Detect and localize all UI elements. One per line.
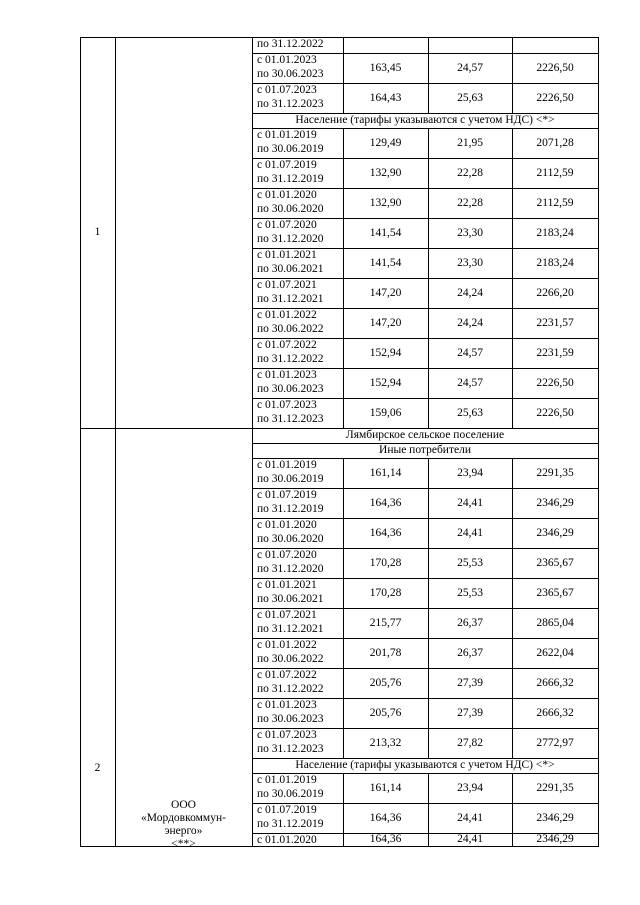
table-vline bbox=[343, 578, 344, 609]
tariff-value-3: 2226,50 bbox=[536, 406, 574, 419]
tariff-value-3: 2346,29 bbox=[536, 811, 574, 824]
tariff-value-3: 2231,57 bbox=[536, 316, 574, 329]
table-vline bbox=[428, 278, 429, 309]
table-vline bbox=[343, 278, 344, 309]
table-vline bbox=[428, 338, 429, 369]
table-vline bbox=[428, 368, 429, 399]
tariff-value-3: 2071,28 bbox=[536, 136, 574, 149]
tariff-value-3: 2226,50 bbox=[536, 61, 574, 74]
period-from: с 01.01.2019 bbox=[257, 459, 317, 471]
table-vline bbox=[428, 158, 429, 189]
tariff-value-2: 24,41 bbox=[457, 526, 483, 539]
period-from: с 01.01.2022 bbox=[257, 639, 317, 651]
table-vline bbox=[512, 53, 513, 84]
period-to: по 31.12.2021 bbox=[257, 293, 324, 305]
tariff-value-1: 215,77 bbox=[369, 616, 402, 629]
tariff-value-2: 23,94 bbox=[457, 466, 483, 479]
organization-name: ООО bbox=[171, 799, 196, 811]
table-vline bbox=[512, 458, 513, 489]
table-vline bbox=[343, 548, 344, 579]
tariff-value-3: 2666,32 bbox=[536, 676, 574, 689]
table-vline bbox=[512, 518, 513, 549]
tariff-value-1: 147,20 bbox=[369, 286, 402, 299]
period-to: по 31.12.2019 bbox=[257, 503, 324, 515]
tariff-value-2: 23,30 bbox=[457, 226, 483, 239]
table-vline bbox=[428, 83, 429, 114]
tariff-value-2: 24,41 bbox=[457, 833, 483, 845]
tariff-value-3: 2231,59 bbox=[536, 346, 574, 359]
period-to: по 30.06.2023 bbox=[257, 383, 324, 395]
table-vline bbox=[428, 37, 429, 54]
table-vline bbox=[428, 548, 429, 579]
tariff-value-1: 170,28 bbox=[369, 556, 402, 569]
table-vline bbox=[343, 248, 344, 279]
period-from: с 01.01.2023 bbox=[257, 369, 317, 381]
tariff-value-2: 24,57 bbox=[457, 61, 483, 74]
organization-name: «Мордовкоммун- bbox=[141, 812, 226, 824]
period-to: по 31.12.2019 bbox=[257, 818, 324, 830]
period-from: с 01.07.2021 bbox=[257, 609, 317, 621]
tariff-value-3: 2226,50 bbox=[536, 91, 574, 104]
period-from: с 01.07.2019 bbox=[257, 489, 317, 501]
table-vline bbox=[80, 37, 81, 847]
period-to: по 30.06.2021 bbox=[257, 263, 324, 275]
table-vline bbox=[343, 218, 344, 249]
table-vline bbox=[115, 37, 116, 847]
tariff-value-1: 163,45 bbox=[369, 61, 402, 74]
table-vline bbox=[343, 488, 344, 519]
period-to: по 31.12.2020 bbox=[257, 233, 324, 245]
organization-name: энерго» bbox=[164, 825, 203, 837]
period-from: с 01.07.2022 bbox=[257, 669, 317, 681]
tariff-value-2: 25,53 bbox=[457, 586, 483, 599]
table-vline bbox=[512, 548, 513, 579]
tariff-value-2: 27,39 bbox=[457, 676, 483, 689]
table-vline bbox=[512, 773, 513, 804]
table-vline bbox=[512, 368, 513, 399]
table-vline bbox=[343, 37, 344, 54]
tariff-value-3: 2183,24 bbox=[536, 256, 574, 269]
table-vline bbox=[512, 488, 513, 519]
tariff-value-1: 201,78 bbox=[369, 646, 402, 659]
tariff-table bbox=[80, 37, 598, 854]
table-vline bbox=[428, 728, 429, 759]
tariff-value-1: 164,36 bbox=[369, 526, 402, 539]
table-vline bbox=[343, 698, 344, 729]
tariff-value-2: 23,30 bbox=[457, 256, 483, 269]
tariff-value-2: 23,94 bbox=[457, 781, 483, 794]
tariff-value-3: 2865,04 bbox=[536, 616, 574, 629]
table-vline bbox=[343, 803, 344, 834]
period-to: по 30.06.2019 bbox=[257, 143, 324, 155]
tariff-value-2: 22,28 bbox=[457, 196, 483, 209]
tariff-value-3: 2112,59 bbox=[536, 166, 574, 179]
section-header-settlement: Лямбирское сельское поселение bbox=[345, 429, 505, 441]
table-vline bbox=[512, 578, 513, 609]
tariff-value-2: 26,37 bbox=[457, 616, 483, 629]
period-to: по 30.06.2022 bbox=[257, 653, 324, 665]
table-vline bbox=[428, 608, 429, 639]
period-to: по 30.06.2019 bbox=[257, 788, 324, 800]
table-vline bbox=[428, 398, 429, 429]
period-from: с 01.01.2021 bbox=[257, 579, 317, 591]
period-from: с 01.07.2019 bbox=[257, 804, 317, 816]
section-header-population: Население (тарифы указываются с учетом НДС) <*> bbox=[295, 114, 555, 126]
table-vline bbox=[512, 728, 513, 759]
table-vline bbox=[512, 83, 513, 114]
table-vline bbox=[343, 308, 344, 339]
table-vline bbox=[343, 338, 344, 369]
period-from: с 01.07.2023 bbox=[257, 399, 317, 411]
table-vline bbox=[512, 668, 513, 699]
table-vline bbox=[343, 833, 344, 847]
table-vline bbox=[428, 833, 429, 847]
tariff-value-3: 2346,29 bbox=[536, 526, 574, 539]
period-from: с 01.01.2021 bbox=[257, 249, 317, 261]
tariff-value-3: 2666,32 bbox=[536, 706, 574, 719]
tariff-value-1: 141,54 bbox=[369, 226, 402, 239]
table-vline bbox=[512, 158, 513, 189]
table-vline bbox=[512, 608, 513, 639]
period-from: с 01.01.2020 bbox=[257, 519, 317, 531]
tariff-value-3: 2346,29 bbox=[536, 833, 574, 845]
tariff-value-3: 2346,29 bbox=[536, 496, 574, 509]
table-vline bbox=[428, 248, 429, 279]
table-vline bbox=[512, 278, 513, 309]
period-from: с 01.01.2023 bbox=[257, 54, 317, 66]
table-vline bbox=[512, 308, 513, 339]
period-from: с 01.07.2022 bbox=[257, 339, 317, 351]
table-vline bbox=[343, 398, 344, 429]
tariff-value-2: 27,39 bbox=[457, 706, 483, 719]
tariff-value-2: 25,63 bbox=[457, 91, 483, 104]
tariff-value-2: 24,24 bbox=[457, 316, 483, 329]
tariff-value-3: 2365,67 bbox=[536, 556, 574, 569]
tariff-value-1: 213,32 bbox=[369, 736, 402, 749]
row-number: 2 bbox=[94, 762, 101, 774]
period-from: с 01.01.2020 bbox=[257, 834, 317, 846]
period-to: по 31.12.2023 bbox=[257, 743, 324, 755]
table-vline bbox=[428, 218, 429, 249]
table-vline bbox=[428, 578, 429, 609]
period-from: с 01.07.2021 bbox=[257, 279, 317, 291]
tariff-value-1: 141,54 bbox=[369, 256, 402, 269]
tariff-value-2: 26,37 bbox=[457, 646, 483, 659]
tariff-value-2: 24,41 bbox=[457, 496, 483, 509]
table-vline bbox=[512, 128, 513, 159]
tariff-value-2: 24,57 bbox=[457, 376, 483, 389]
table-vline bbox=[598, 37, 599, 847]
table-vline bbox=[343, 773, 344, 804]
tariff-value-1: 132,90 bbox=[369, 166, 402, 179]
table-vline bbox=[512, 218, 513, 249]
period-to: по 31.12.2023 bbox=[257, 413, 324, 425]
table-vline bbox=[252, 37, 253, 847]
period-to: по 31.12.2022 bbox=[257, 353, 324, 365]
tariff-value-1: 164,36 bbox=[369, 833, 402, 845]
table-vline bbox=[343, 158, 344, 189]
table-vline bbox=[428, 53, 429, 84]
tariff-value-1: 164,43 bbox=[369, 91, 402, 104]
period-to: по 30.06.2020 bbox=[257, 203, 324, 215]
tariff-value-1: 161,14 bbox=[369, 781, 402, 794]
table-vline bbox=[343, 608, 344, 639]
table-vline bbox=[343, 53, 344, 84]
period-from: с 01.07.2020 bbox=[257, 219, 317, 231]
table-hline bbox=[80, 37, 599, 38]
tariff-value-1: 129,49 bbox=[369, 136, 402, 149]
tariff-value-1: 132,90 bbox=[369, 196, 402, 209]
table-vline bbox=[512, 698, 513, 729]
table-vline bbox=[343, 128, 344, 159]
table-vline bbox=[428, 638, 429, 669]
table-vline bbox=[512, 188, 513, 219]
period-from: с 01.01.2022 bbox=[257, 309, 317, 321]
tariff-value-3: 2365,67 bbox=[536, 586, 574, 599]
period-to: по 30.06.2023 bbox=[257, 68, 324, 80]
period-to: по 31.12.2019 bbox=[257, 173, 324, 185]
table-vline bbox=[512, 248, 513, 279]
table-vline bbox=[428, 308, 429, 339]
tariff-value-1: 205,76 bbox=[369, 706, 402, 719]
tariff-value-2: 27,82 bbox=[457, 736, 483, 749]
row-number: 1 bbox=[94, 226, 101, 238]
period-to: по 31.12.2023 bbox=[257, 98, 324, 110]
table-vline bbox=[428, 188, 429, 219]
table-vline bbox=[343, 728, 344, 759]
table-vline bbox=[343, 83, 344, 114]
table-vline bbox=[428, 128, 429, 159]
period-from: с 01.01.2019 bbox=[257, 129, 317, 141]
tariff-value-3: 2622,04 bbox=[536, 646, 574, 659]
table-vline bbox=[343, 188, 344, 219]
table-vline bbox=[428, 773, 429, 804]
tariff-value-2: 24,41 bbox=[457, 811, 483, 824]
table-vline bbox=[428, 458, 429, 489]
table-vline bbox=[343, 368, 344, 399]
table-vline bbox=[428, 803, 429, 834]
table-vline bbox=[512, 37, 513, 54]
tariff-value-3: 2183,24 bbox=[536, 226, 574, 239]
tariff-value-1: 170,28 bbox=[369, 586, 402, 599]
period-to: по 30.06.2022 bbox=[257, 323, 324, 335]
period-to: по 30.06.2023 bbox=[257, 713, 324, 725]
tariff-value-1: 164,36 bbox=[369, 496, 402, 509]
table-vline bbox=[512, 833, 513, 847]
tariff-value-2: 24,57 bbox=[457, 346, 483, 359]
period-to: по 30.06.2021 bbox=[257, 593, 324, 605]
period-from: с 01.07.2019 bbox=[257, 159, 317, 171]
table-vline bbox=[512, 398, 513, 429]
tariff-value-3: 2291,35 bbox=[536, 466, 574, 479]
period-from: с 01.01.2020 bbox=[257, 189, 317, 201]
period-from: с 01.01.2023 bbox=[257, 699, 317, 711]
table-vline bbox=[512, 338, 513, 369]
tariff-value-3: 2772,97 bbox=[536, 736, 574, 749]
period-from: с 01.07.2020 bbox=[257, 549, 317, 561]
tariff-value-2: 21,95 bbox=[457, 136, 483, 149]
period-from: с 01.07.2023 bbox=[257, 729, 317, 741]
table-vline bbox=[512, 803, 513, 834]
tariff-value-1: 147,20 bbox=[369, 316, 402, 329]
tariff-value-3: 2266,20 bbox=[536, 286, 574, 299]
tariff-value-1: 152,94 bbox=[369, 346, 402, 359]
tariff-value-2: 25,53 bbox=[457, 556, 483, 569]
tariff-value-1: 159,06 bbox=[369, 406, 402, 419]
tariff-value-3: 2291,35 bbox=[536, 781, 574, 794]
period-from: с 01.01.2019 bbox=[257, 774, 317, 786]
table-vline bbox=[343, 668, 344, 699]
section-header-population: Население (тарифы указываются с учетом НДС) <*> bbox=[295, 759, 555, 771]
period-to: по 31.12.2020 bbox=[257, 563, 324, 575]
period-to: по 30.06.2019 bbox=[257, 473, 324, 485]
tariff-value-1: 152,94 bbox=[369, 376, 402, 389]
tariff-value-2: 25,63 bbox=[457, 406, 483, 419]
period-to: по 31.12.2022 bbox=[257, 683, 324, 695]
tariff-value-1: 205,76 bbox=[369, 676, 402, 689]
tariff-value-2: 22,28 bbox=[457, 166, 483, 179]
table-vline bbox=[428, 488, 429, 519]
period-to: по 31.12.2022 bbox=[257, 38, 324, 50]
period-from: с 01.07.2023 bbox=[257, 84, 317, 96]
tariff-value-2: 24,24 bbox=[457, 286, 483, 299]
table-vline bbox=[428, 518, 429, 549]
table-vline bbox=[428, 698, 429, 729]
table-vline bbox=[512, 638, 513, 669]
period-to: по 31.12.2021 bbox=[257, 623, 324, 635]
table-vline bbox=[343, 638, 344, 669]
tariff-value-1: 164,36 bbox=[369, 811, 402, 824]
tariff-value-1: 161,14 bbox=[369, 466, 402, 479]
tariff-value-3: 2226,50 bbox=[536, 376, 574, 389]
table-vline bbox=[343, 458, 344, 489]
period-to: по 30.06.2020 bbox=[257, 533, 324, 545]
table-vline bbox=[343, 518, 344, 549]
section-header-other-consumers: Иные потребители bbox=[379, 444, 471, 456]
table-vline bbox=[428, 668, 429, 699]
tariff-value-3: 2112,59 bbox=[536, 196, 574, 209]
organization-name-footnote: <**> bbox=[171, 838, 196, 850]
